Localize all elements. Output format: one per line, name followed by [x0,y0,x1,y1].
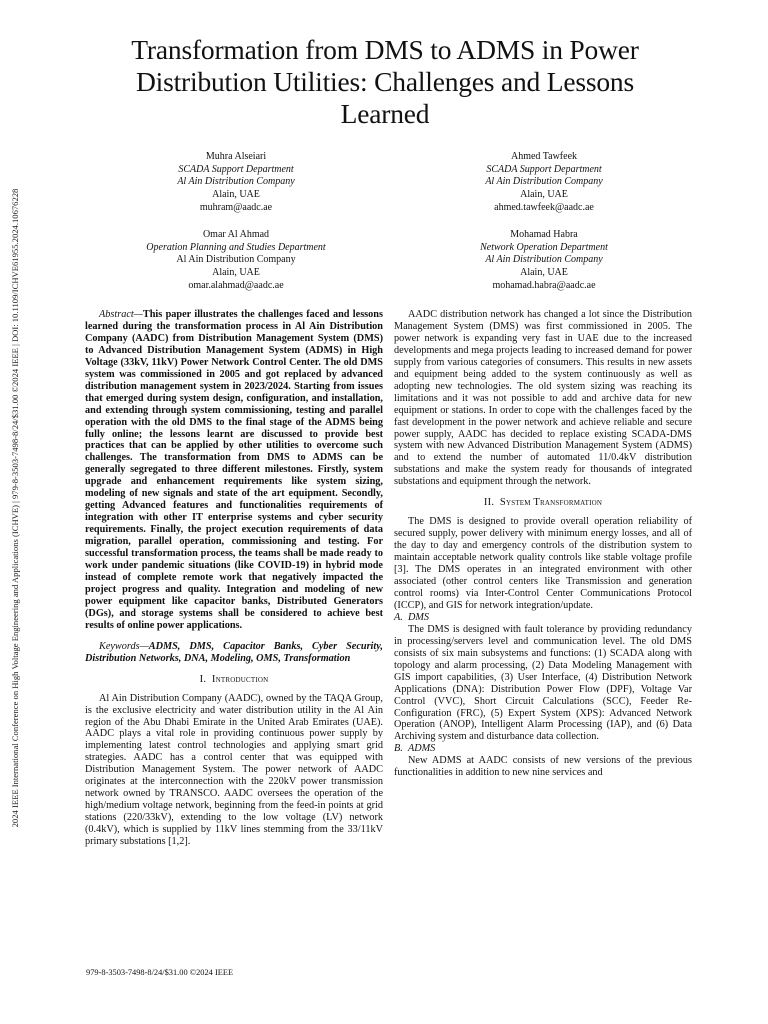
left-column [85,309,383,848]
section-heading-system-transformation [394,497,692,509]
author-dept: SCADA Support Department [178,163,294,175]
adms-paragraph-1: New ADMS at AADC consists of new versions of the previous functionalities in addition to new nine services and [394,755,692,779]
author-city: Alain, UAE [520,189,568,201]
section-number: II. [483,497,495,509]
abstract [85,309,383,632]
paper-title: Transformation from DMS to ADMS in Power Distribution Utilities: Challenges and Lessons Learned [131,34,639,129]
subsection-heading-adms [394,743,692,755]
author-org: Al Ain Distribution Company [485,176,603,188]
side-margin-citation [6,128,24,888]
section-title: System Transformation [499,497,603,509]
keywords-text: ADMS, DMS, Capacitor Banks, Cyber Security, Distribution Networks, DNA, Modeling, OMS, Transformation [85,640,383,664]
page-footer: 979-8-3503-7498-8/24/$31.00 ©2024 IEEE [86,968,234,977]
author-city: Alain, UAE [212,189,260,201]
author-email: ahmed.tawfeek@aadc.ae [494,201,594,213]
section-title: Introduction [211,673,269,685]
author-block-3 [86,229,386,293]
author-email: mohamad.habra@aadc.ae [492,279,596,291]
author-dept: Network Operation Department [480,241,608,253]
author-email: muhram@aadc.ae [199,201,273,213]
subsection-number: A. [394,611,403,623]
subsection-title: DMS [407,611,430,623]
section-heading-introduction [85,674,383,686]
author-city: Alain, UAE [212,267,260,279]
subsection-title: ADMS [407,743,436,755]
intro-paragraph-2: AADC distribution network has changed a lot since the Distribution Management System (DMS) was first commissioned in 2005. The power network is expanding very fast in UAE due to the increased developments and mega projects leading to increased demand for power supply from various categories of consumers. This results in new assets and equipment being added to the system continuously as well as adopting new technologies. The old system sizing was reaching its limitations and it was not possible to add and archive data for new equipment or stations. In order to cope with the challenges faced by the fast development in the power network and achieve reliable and secure power supply, AADC has decided to replace existing SCADA-DMS system with new Advanced Distribution Management System (ADMS) and to extend the number of automated 11/0.4kV distribution substations and make the system ready for thousands of integrated substations and equipment through the network. [394,309,692,488]
author-org: Al Ain Distribution Company [485,254,603,266]
abstract-label: Abstract— [99,309,143,320]
author-org: Al Ain Distribution Company [176,254,296,266]
abstract-text: This paper illustrates the challenges faced and lessons learned during the transformation process in Al Ain Distribution Company (AADC) from Distribution Management System (DMS) to Advanced Distribution Management System (ADMS) in High Voltage (33kV, 11kV) Power Network Control Center. The old DMS system was commissioned in 2005 and got replaced by advanced distribution management system in 2023/2024. Starting from issues that emerged during system design, configuration, and installation, and extending through system commissioning, testing and parallel operation with the old DMS to the final stage of the ADMS being fully online; the lessons learnt are discussed to provide best practices that can be applied by other utilities to overcome such challenges. The transformation from DMS to ADMS can be generally segregated to three different milestones. Firstly, system upgrade and enhancement requirements like system sizing, modeling of new signals and state of the art equipment. Secondly, getting Advanced features and functionalities requirements of integration with other IT enterprise systems and cyber security requirements. Finally, the project execution requirements of data migration, parallel operation, commissioning and testing. For successful transformation process, the teams shall be made ready to work under pandemic situations (like COVID-19) in hybrid mode instead of complete remote work that negatively impacted the project progress and quality. Integration and modeling of new power equipment like capacitor banks, Distributed Generators (DGs), and storage systems shall be considered to achieve best results of online power applications. [85,309,383,631]
author-dept: SCADA Support Department [486,163,602,175]
author-email: omar.alahmad@aadc.ae [188,279,284,291]
author-name: Muhra Alseiari [205,151,267,162]
author-name: Omar Al Ahmad [202,229,270,240]
author-name: Mohamad Habra [510,229,578,240]
author-block-1 [86,151,386,215]
section-number: I. [199,673,207,685]
author-org: Al Ain Distribution Company [177,176,295,188]
right-column [394,309,692,779]
dms-paragraph-1: The DMS is designed with fault tolerance by providing redundancy in processing/servers level and communication level. The old DMS consists of six main subsystems and functions: (1) SCADA along with topology and alarm processing, (2) Data Modeling Management with GIS import capabilities, (3) User Interface, (4) Distribution Network Applications (DNA): Distribution Power Flow (DPF), Voltage Var Control (VVC), Short Circuit Calculations (SCC), Feeder Re-Configuration (FRC), (5) Expert System (XPS): Advanced Network Operation (ANOP), Intelligent Alarm Processing (IAP), and (6) Data Archiving system and disturbance data collection. [394,623,692,743]
author-name: Ahmed Tawfeek [510,151,578,162]
author-dept: Operation Planning and Studies Department [146,241,326,253]
subsection-heading-dms [394,612,692,624]
author-block-2 [394,151,694,215]
author-block-4 [394,229,694,293]
subsection-number: B. [394,743,403,755]
side-citation-text: 2024 IEEE International Conference on High Voltage Engineering and Applications (ICHVE) | 979-8-3503-7498-8/24/$31.00 ©2024 IEEE | DOI: 10.1109/ICHVE61955.2024.10676228 [10,188,20,828]
transform-paragraph-1: The DMS is designed to provide overall operation reliability of secured supply, power delivery with minimum energy losses, and all of the day to day and emergency controls of the distribution system to maintain acceptable network quality controls like stable voltage profile [3]. The DMS operates in an integrated environment with other associated (other control centers like Transmission and generation control rooms) via Inter-Control Center Communications Protocol (ICCP), and GIS for network integration/update. [394,516,692,611]
keywords [85,641,383,665]
author-city: Alain, UAE [520,267,568,279]
keywords-label: Keywords— [99,640,149,652]
intro-paragraph-1: Al Ain Distribution Company (AADC), owned by the TAQA Group, is the exclusive electricity and water distribution utility in the Al Ain region of the Abu Dhabi Emirate in the United Arab Emirates (UAE). AADC plays a vital role in providing continuous power supply by implementing latest control technologies and applying smart grid strategies. AADC has a control center that was equipped with Distribution Management System. The power network of AADC originates at the interconnection with the 220kV power transmission network owned by TRANSCO. AADC oversees the operation of the high/medium voltage network, beginning from the feed-in points at grid stations (220/33kV), extending to the low voltage (LV) network (0.4kV), which is supplied by 11kV lines stemming from the 33/11kV primary substations [1,2]. [85,692,383,848]
